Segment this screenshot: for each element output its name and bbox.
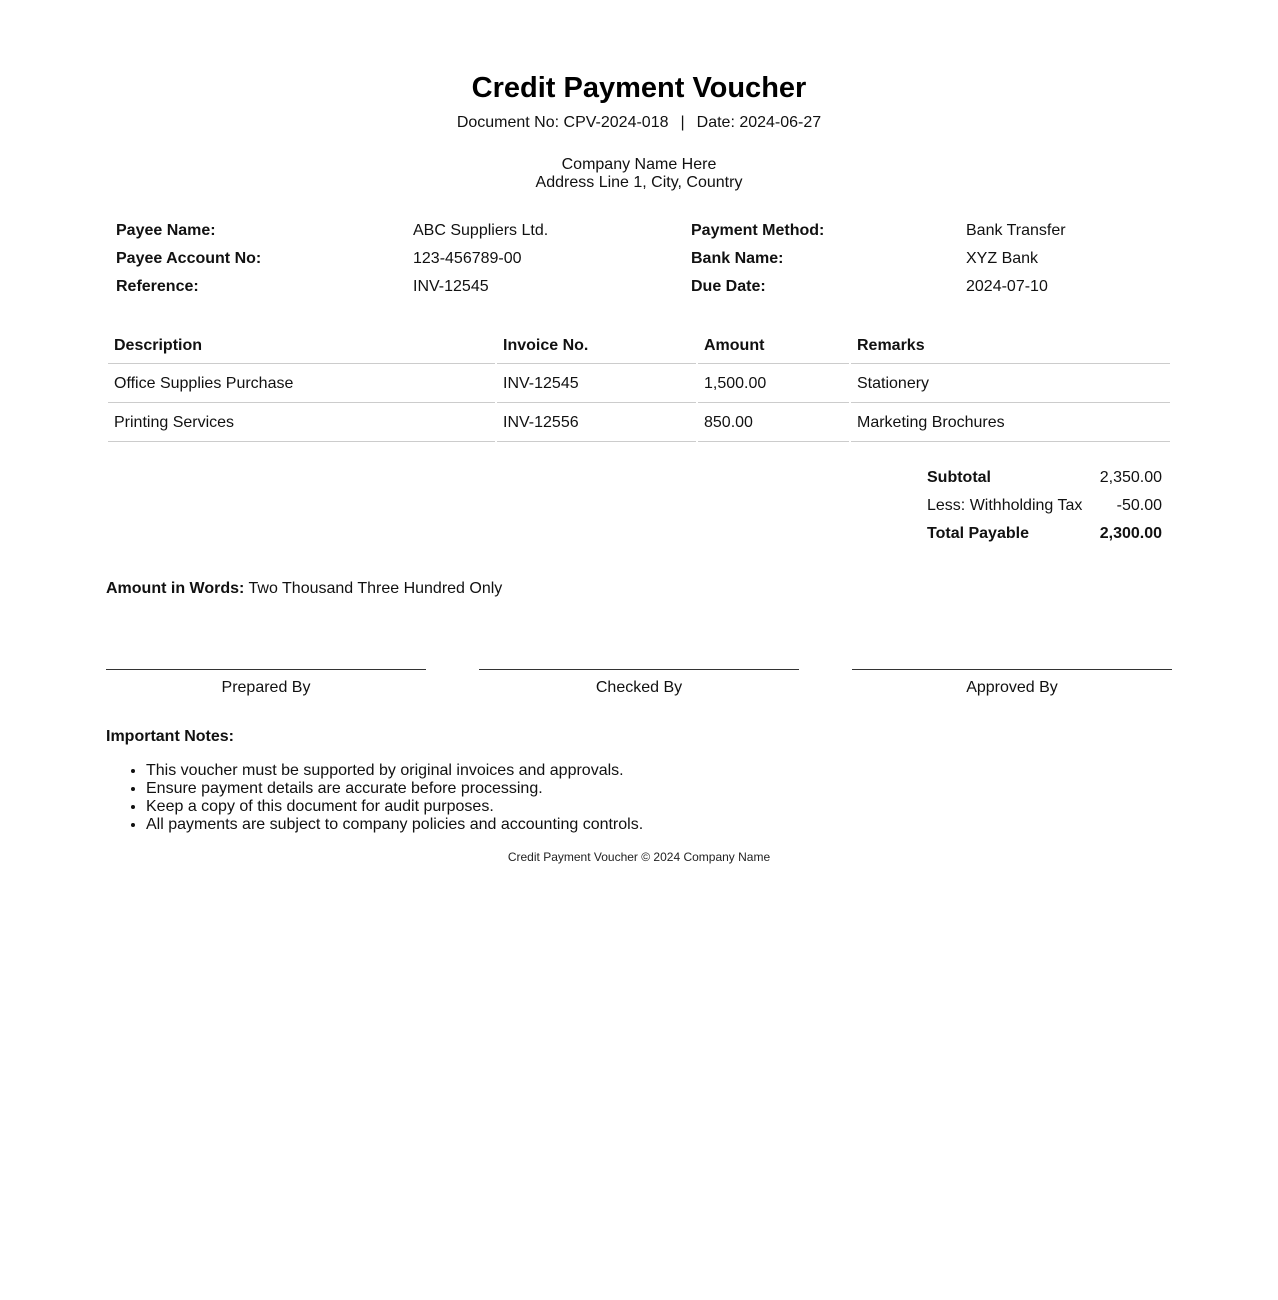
column-header-description: Description bbox=[108, 330, 495, 364]
amount-in-words bbox=[106, 580, 502, 598]
table-row bbox=[108, 405, 1170, 442]
amount-in-words-label: Amount in Words: bbox=[106, 580, 245, 597]
total-row bbox=[921, 522, 1172, 550]
cell-invoice: INV-12556 bbox=[497, 405, 696, 442]
footer-text: Credit Payment Voucher © 2024 Company Name bbox=[507, 850, 771, 864]
subtotal-label: Subtotal bbox=[927, 469, 991, 486]
document-title: Credit Payment Voucher bbox=[471, 72, 807, 104]
payment-method-label: Payment Method: bbox=[691, 222, 825, 239]
column-header-invoice: Invoice No. bbox=[497, 330, 696, 364]
cell-description: Office Supplies Purchase bbox=[108, 366, 495, 403]
signature-checked-label: Checked By bbox=[595, 679, 683, 696]
signature-prepared bbox=[106, 669, 426, 697]
meta-separator: | bbox=[680, 114, 685, 131]
subtotal-value: 2,350.00 bbox=[1099, 469, 1162, 486]
due-date-label: Due Date: bbox=[691, 278, 766, 295]
info-row bbox=[116, 275, 1172, 303]
due-date-value: 2024-07-10 bbox=[966, 278, 1048, 295]
line-items-table bbox=[106, 328, 1172, 444]
cell-amount: 850.00 bbox=[698, 405, 849, 442]
payee-account-label: Payee Account No: bbox=[116, 250, 262, 267]
table-row bbox=[108, 366, 1170, 403]
withholding-label: Less: Withholding Tax bbox=[927, 497, 1083, 514]
payee-info bbox=[116, 219, 1172, 303]
total-label: Total Payable bbox=[927, 525, 1029, 542]
column-header-remarks: Remarks bbox=[851, 330, 1170, 364]
payee-name-label: Payee Name: bbox=[116, 222, 216, 239]
cell-remarks: Marketing Brochures bbox=[851, 405, 1170, 442]
company-block bbox=[106, 156, 1172, 192]
bank-name-value: XYZ Bank bbox=[966, 250, 1039, 267]
signature-prepared-label: Prepared By bbox=[221, 679, 311, 696]
total-value: 2,300.00 bbox=[1099, 525, 1162, 542]
withholding-row bbox=[921, 494, 1172, 522]
info-row bbox=[116, 247, 1172, 275]
company-name: Company Name Here bbox=[561, 156, 717, 173]
document-date: Date: 2024-06-27 bbox=[696, 114, 822, 131]
payment-method-value: Bank Transfer bbox=[966, 222, 1066, 239]
payee-account-value: 123-456789-00 bbox=[413, 250, 522, 267]
subtotal-row bbox=[921, 466, 1172, 494]
list-item: • This voucher must be supported by original invoices and approvals. bbox=[146, 762, 643, 780]
info-row bbox=[116, 219, 1172, 247]
notes-title: Important Notes: bbox=[106, 728, 234, 745]
document-number: Document No: CPV-2024-018 bbox=[456, 114, 669, 131]
withholding-value: -50.00 bbox=[1116, 497, 1162, 514]
notes-list bbox=[106, 762, 643, 834]
bank-name-label: Bank Name: bbox=[691, 250, 784, 267]
table-header-row bbox=[108, 330, 1170, 364]
company-address: Address Line 1, City, Country bbox=[535, 174, 743, 191]
cell-remarks: Stationery bbox=[851, 366, 1170, 403]
reference-value: INV-12545 bbox=[413, 278, 489, 295]
signature-checked bbox=[479, 669, 799, 697]
document-meta bbox=[106, 114, 1172, 132]
cell-description: Printing Services bbox=[108, 405, 495, 442]
signature-approved bbox=[852, 669, 1172, 697]
cell-amount: 1,500.00 bbox=[698, 366, 849, 403]
column-header-amount: Amount bbox=[698, 330, 849, 364]
reference-label: Reference: bbox=[116, 278, 199, 295]
list-item: • Keep a copy of this document for audit purposes. bbox=[146, 798, 643, 816]
signature-approved-label: Approved By bbox=[966, 679, 1058, 696]
payee-name-value: ABC Suppliers Ltd. bbox=[413, 222, 549, 239]
cell-invoice: INV-12545 bbox=[497, 366, 696, 403]
amount-in-words-value: Two Thousand Three Hundred Only bbox=[248, 580, 503, 597]
list-item: • Ensure payment details are accurate before processing. bbox=[146, 780, 643, 798]
list-item: • All payments are subject to company policies and accounting controls. bbox=[146, 816, 643, 834]
totals-block bbox=[921, 466, 1172, 550]
